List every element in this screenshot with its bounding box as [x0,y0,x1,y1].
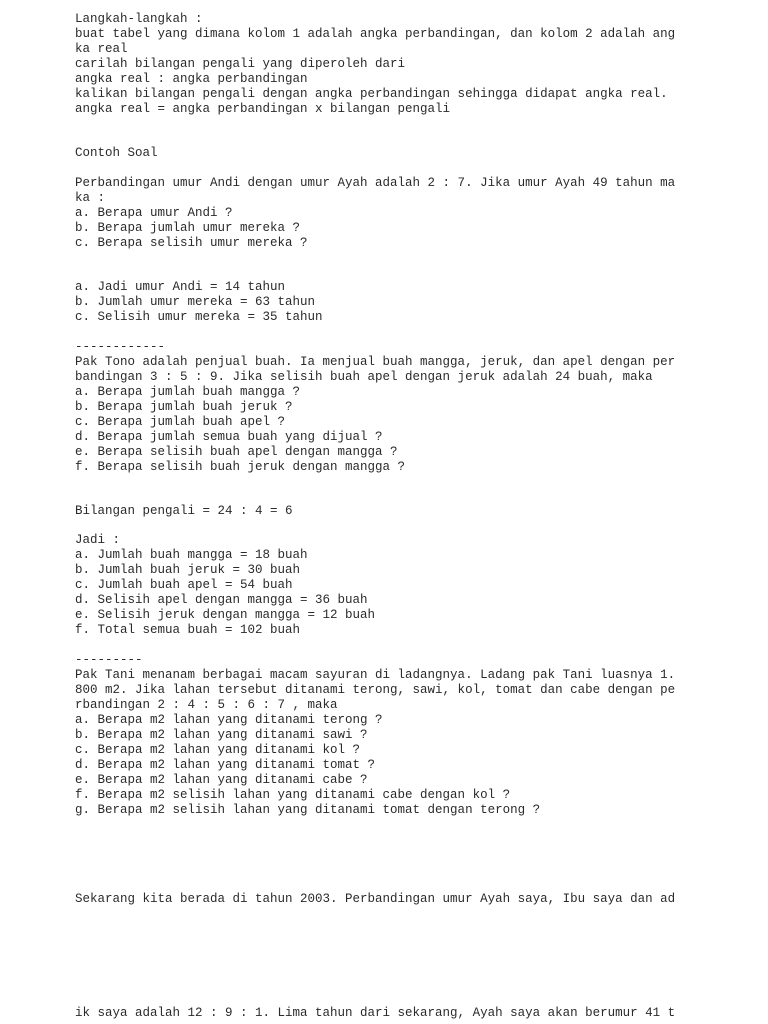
text-line: Jadi : [75,533,121,547]
answer-item: c. Selisih umur mereka = 35 tahun [75,310,323,324]
text-line: ik saya adalah 12 : 9 : 1. Lima tahun dari sekarang, Ayah saya akan berumur 41 t [75,1006,676,1020]
text-line: Sekarang kita berada di tahun 2003. Perbandingan umur Ayah saya, Ibu saya dan ad [75,892,676,906]
text-line: Bilangan pengali = 24 : 4 = 6 [75,504,293,518]
question-item: a. Berapa umur Andi ? [75,206,233,220]
question-item: g. Berapa m2 selisih lahan yang ditanami tomat dengan terong ? [75,803,541,817]
text-line: ka : [75,191,106,205]
text-line: Langkah-langkah : [75,12,203,26]
text-line: Perbandingan umur Andi dengan umur Ayah adalah 2 : 7. Jika umur Ayah 49 tahun ma [75,176,676,190]
answer-item: c. Jumlah buah apel = 54 buah [75,578,293,592]
text-line: buat tabel yang dimana kolom 1 adalah angka perbandingan, dan kolom 2 adalah ang [75,27,676,41]
question-item: e. Berapa selisih buah apel dengan mangga ? [75,445,398,459]
question-item: d. Berapa m2 lahan yang ditanami tomat ? [75,758,376,772]
answer-item: e. Selisih jeruk dengan mangga = 12 buah [75,608,376,622]
section-heading: Contoh Soal [75,146,158,160]
text-line: 800 m2. Jika lahan tersebut ditanami terong, sawi, kol, tomat dan cabe dengan pe [75,683,676,697]
text-line: kalikan bilangan pengali dengan angka perbandingan sehingga didapat angka real. [75,87,668,101]
text-line: Pak Tani menanam berbagai macam sayuran di ladangnya. Ladang pak Tani luasnya 1. [75,668,676,682]
answer-item: b. Jumlah buah jeruk = 30 buah [75,563,301,577]
text-line: rbandingan 2 : 4 : 5 : 6 : 7 , maka [75,698,338,712]
question-item: a. Berapa jumlah buah mangga ? [75,385,301,399]
question-item: a. Berapa m2 lahan yang ditanami terong ? [75,713,383,727]
answer-item: a. Jadi umur Andi = 14 tahun [75,280,286,294]
question-item: c. Berapa selisih umur mereka ? [75,236,308,250]
text-line: bandingan 3 : 5 : 9. Jika selisih buah apel dengan jeruk adalah 24 buah, maka [75,370,653,384]
question-item: b. Berapa jumlah umur mereka ? [75,221,301,235]
question-item: b. Berapa jumlah buah jeruk ? [75,400,293,414]
question-item: b. Berapa m2 lahan yang ditanami sawi ? [75,728,368,742]
question-item: f. Berapa m2 selisih lahan yang ditanami cabe dengan kol ? [75,788,511,802]
text-line: angka real : angka perbandingan [75,72,308,86]
text-line: Pak Tono adalah penjual buah. Ia menjual buah mangga, jeruk, dan apel dengan per [75,355,676,369]
separator-line: ------------ [75,340,166,354]
answer-item: d. Selisih apel dengan mangga = 36 buah [75,593,368,607]
text-line: angka real = angka perbandingan x bilangan pengali [75,102,451,116]
answer-item: b. Jumlah umur mereka = 63 tahun [75,295,316,309]
answer-item: f. Total semua buah = 102 buah [75,623,301,637]
question-item: c. Berapa jumlah buah apel ? [75,415,286,429]
question-item: c. Berapa m2 lahan yang ditanami kol ? [75,743,361,757]
question-item: f. Berapa selisih buah jeruk dengan mangga ? [75,460,406,474]
question-item: e. Berapa m2 lahan yang ditanami cabe ? [75,773,368,787]
separator-line: --------- [75,653,143,667]
text-line: ka real [75,42,128,56]
answer-item: a. Jumlah buah mangga = 18 buah [75,548,308,562]
text-line: carilah bilangan pengali yang diperoleh dari [75,57,406,71]
question-item: d. Berapa jumlah semua buah yang dijual ? [75,430,383,444]
